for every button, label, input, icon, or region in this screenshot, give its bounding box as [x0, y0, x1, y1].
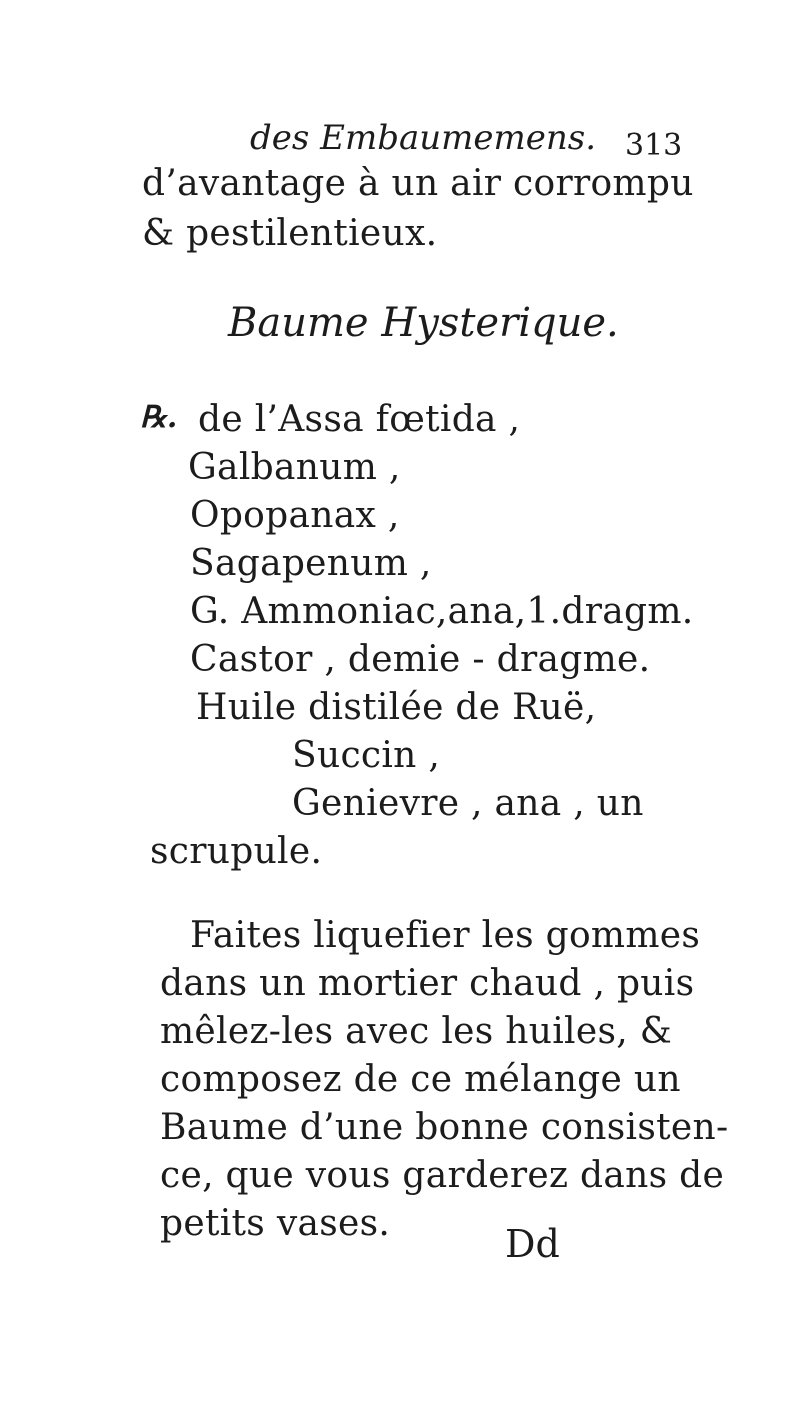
- signature-mark: Dd: [505, 1222, 560, 1266]
- recipe-first-ingredient: de l’Assa fœtida ,: [198, 399, 521, 440]
- recipe-item: Genievre , ana , un: [292, 783, 644, 824]
- page-number: 313: [625, 128, 683, 163]
- recipe-item: Castor , demie - dragme.: [190, 639, 651, 680]
- instruction-line: petits vases.: [160, 1203, 391, 1244]
- instruction-line: dans un mortier chaud , puis: [160, 963, 695, 1004]
- section-heading: Baume Hysterique.: [228, 300, 619, 346]
- recipe-item: Huile distilée de Ruë,: [196, 687, 597, 728]
- recipe-item: Succin ,: [292, 735, 441, 776]
- instruction-line: ce, que vous garderez dans de: [160, 1155, 725, 1196]
- instruction-line: mêlez-les avec les huiles, &: [160, 1011, 673, 1052]
- intro-line-2: & pestilentieux.: [142, 213, 438, 254]
- recipe-item: Opopanax ,: [190, 495, 400, 536]
- recipe-sign: ℞.: [140, 400, 178, 435]
- recipe-item: Sagapenum ,: [190, 543, 432, 584]
- instruction-line: composez de ce mélange un: [160, 1059, 681, 1100]
- recipe-item: scrupule.: [150, 831, 323, 872]
- recipe-item: Galbanum ,: [188, 447, 401, 488]
- instruction-line: Baume d’une bonne consisten-: [160, 1107, 729, 1148]
- intro-line-1: d’avantage à un air corrompu: [142, 163, 694, 204]
- instruction-line: Faites liquefier les gommes: [190, 915, 701, 956]
- running-title: des Embaumemens.: [250, 118, 597, 158]
- recipe-item: G. Ammoniac,ana,1.dragm.: [190, 591, 694, 632]
